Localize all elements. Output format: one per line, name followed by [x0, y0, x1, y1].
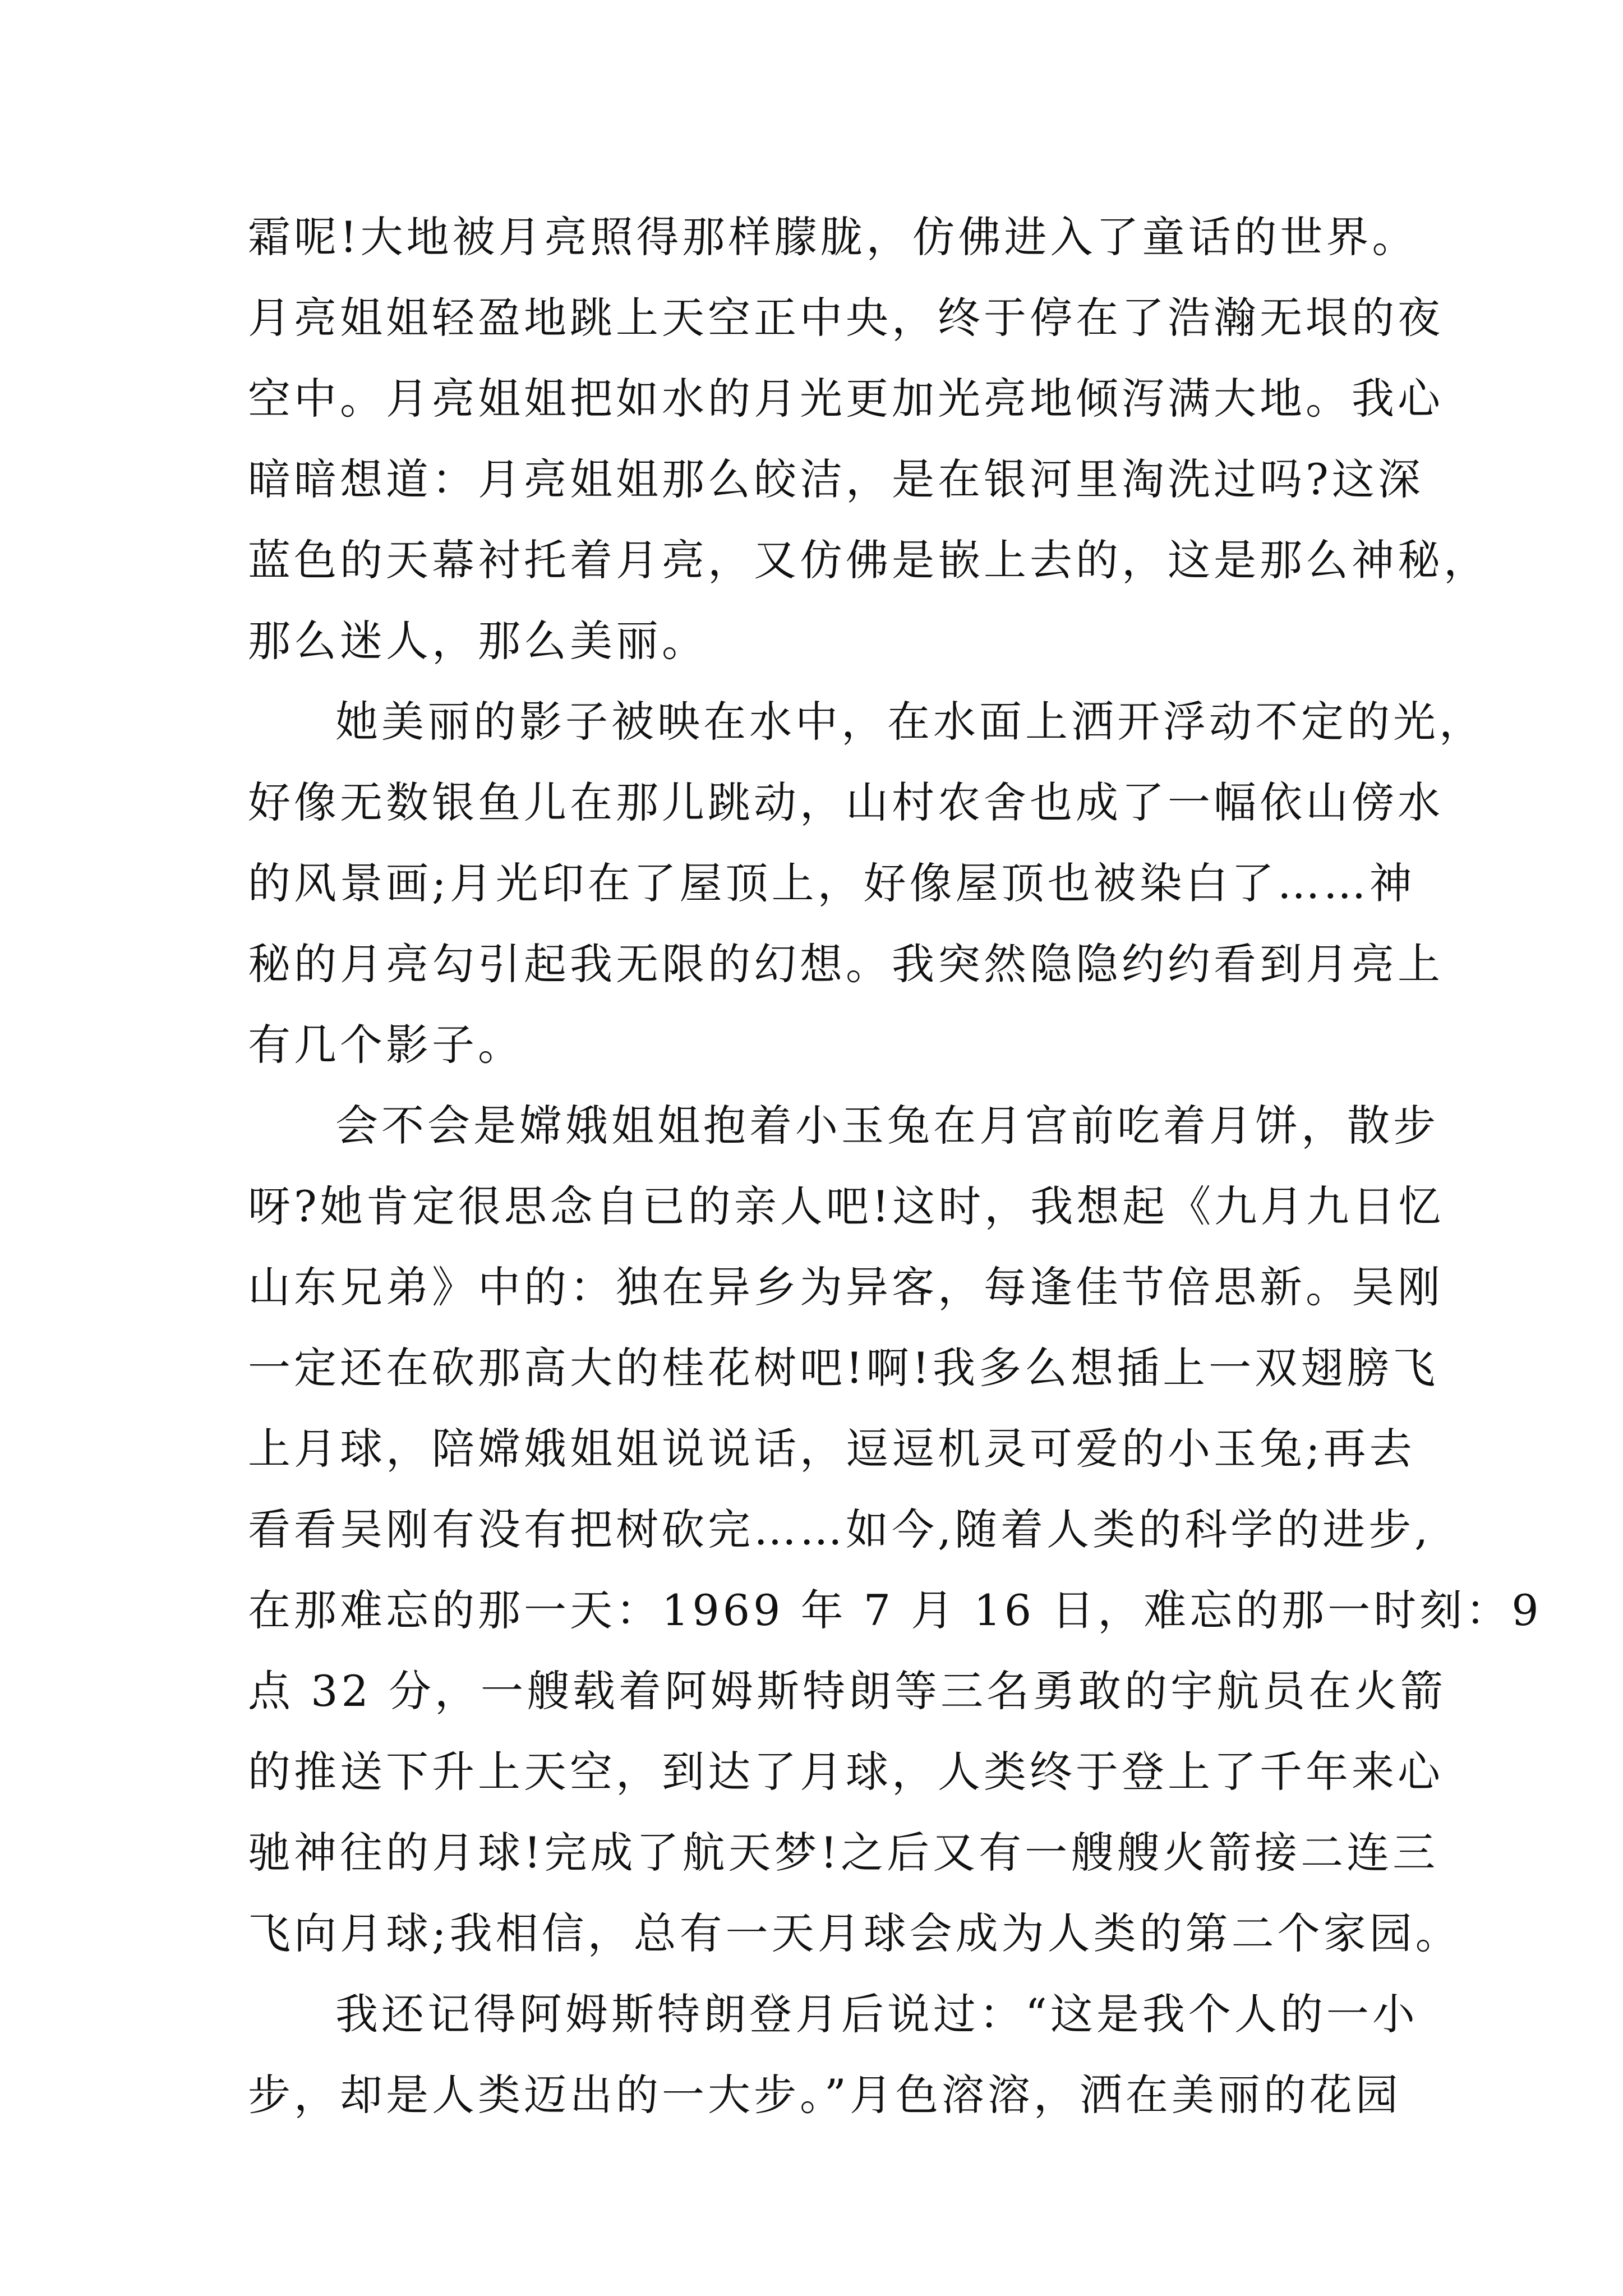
- text-line: 空中。月亮姐姐把如水的月光更加光亮地倾泻满大地。我心: [248, 374, 1444, 424]
- text-line: 点 32 分，一艘载着阿姆斯特朗等三名勇敢的宇航员在火箭: [248, 1666, 1447, 1716]
- paragraph-first-line: 会不会是嫦娥姐姐抱着小玉兔在月宫前吃着月饼，散步: [335, 1101, 1439, 1151]
- paragraph-first-line: 她美丽的影子被映在水中，在水面上洒开浮动不定的光，: [335, 697, 1485, 747]
- text-line: 霜呢!大地被月亮照得那样朦胧，仿佛进入了童话的世界。: [248, 212, 1418, 262]
- text-line: 秘的月亮勾引起我无限的幻想。我突然隐隐约约看到月亮上: [248, 939, 1444, 989]
- text-line: 步，却是人类迈出的一大步。”月色溶溶，洒在美丽的花园: [248, 2070, 1401, 2120]
- text-line: 在那难忘的那一天：1969 年 7 月 16 日，难忘的那一时刻：9: [248, 1585, 1542, 1635]
- text-line: 暗暗想道：月亮姐姐那么皎洁，是在银河里淘洗过吗?这深: [248, 454, 1424, 504]
- text-line: 山东兄弟》中的：独在异乡为异客，每逢佳节倍思新。吴刚: [248, 1262, 1444, 1312]
- text-line: 有几个影子。: [248, 1020, 524, 1070]
- text-line: 驰神往的月球!完成了航天梦!之后又有一艘艘火箭接二连三: [248, 1828, 1439, 1878]
- text-line: 月亮姐姐轻盈地跳上天空正中央，终于停在了浩瀚无垠的夜: [248, 293, 1444, 343]
- paragraph-first-line: 我还记得阿姆斯特朗登月后说过：“这是我个人的一小: [335, 1989, 1418, 2039]
- text-line: 的推送下升上天空，到达了月球，人类终于登上了千年来心: [248, 1747, 1444, 1797]
- text-line: 看看吴刚有没有把树砍完……如今,随着人类的科学的进步,: [248, 1504, 1432, 1554]
- text-line: 那么迷人，那么美丽。: [248, 616, 708, 666]
- text-line: 的风景画;月光印在了屋顶上，好像屋顶也被染白了……神: [248, 858, 1415, 908]
- text-line: 蓝色的天幕衬托着月亮，又仿佛是嵌上去的，这是那么神秘，: [248, 535, 1490, 585]
- text-line: 呀?她肯定很思念自已的亲人吧!这时，我想起《九月九日忆: [248, 1181, 1445, 1231]
- text-line: 飞向月球;我相信，总有一天月球会成为人类的第二个家园。: [248, 1908, 1461, 1958]
- text-line: 一定还在砍那高大的桂花树吧!啊!我多么想插上一双翅膀飞: [248, 1343, 1439, 1393]
- text-line: 上月球，陪嫦娥姐姐说说话，逗逗机灵可爱的小玉兔;再去: [248, 1424, 1415, 1474]
- text-line: 好像无数银鱼儿在那儿跳动，山村农舍也成了一幅依山傍水: [248, 777, 1444, 827]
